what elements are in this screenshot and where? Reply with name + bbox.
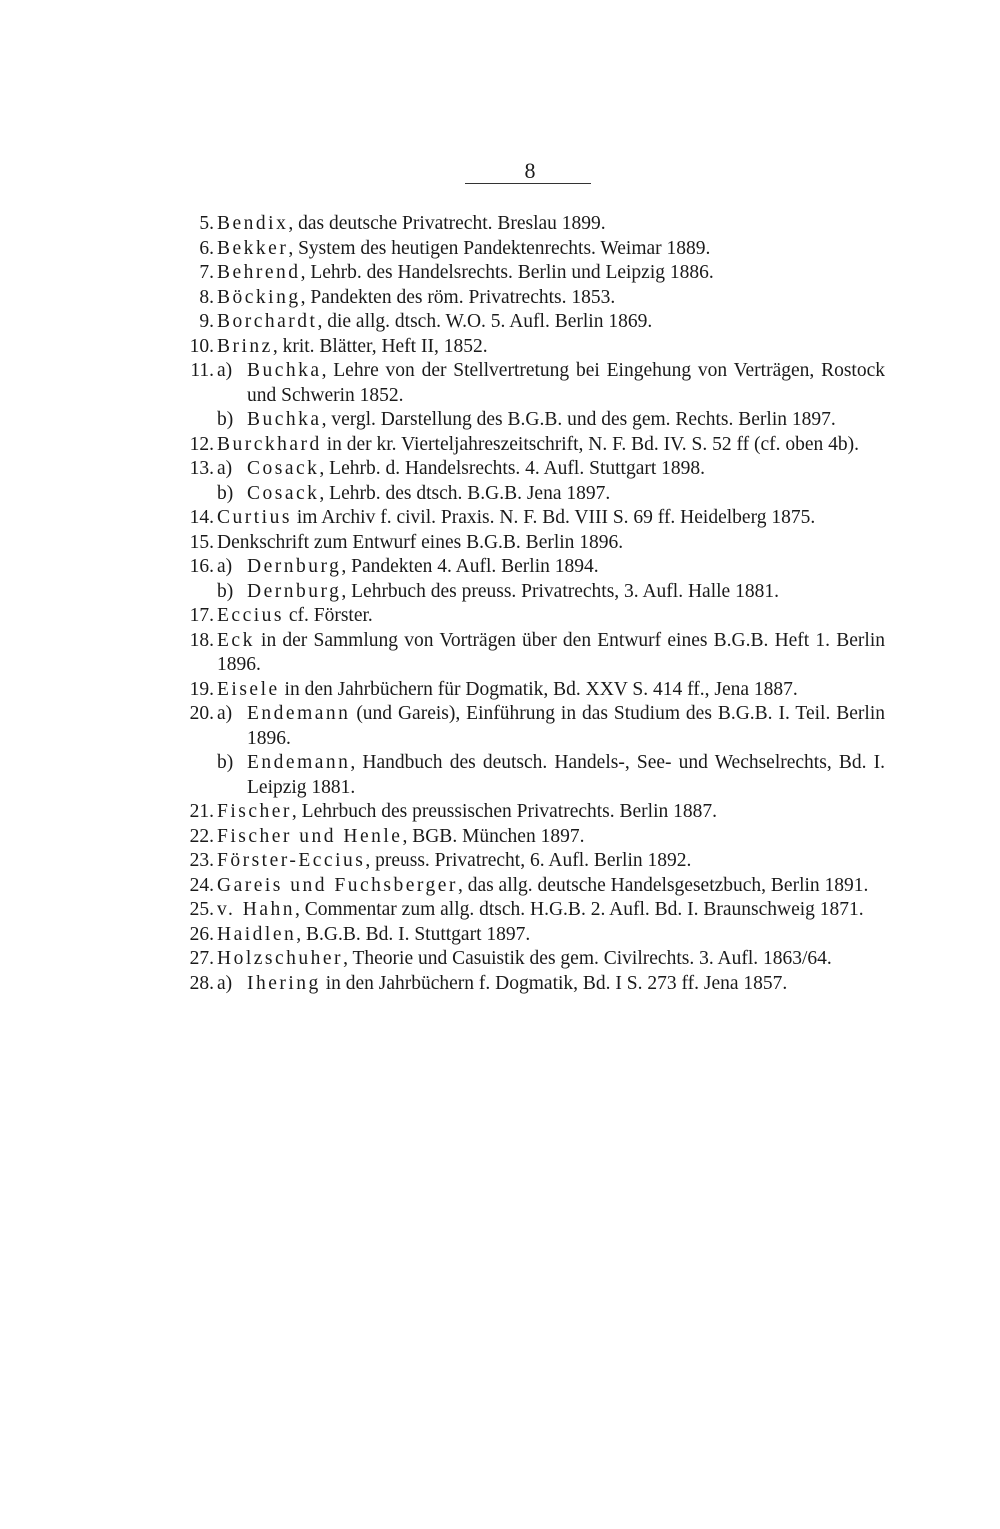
citation-text: in den Jahrbüchern für Dogmatik, Bd. XXV S. 414 ff., Jena 1887. (279, 678, 798, 700)
sub-entry-body (247, 751, 885, 800)
author-name: v. Hahn (217, 899, 295, 920)
sub-entry (217, 457, 885, 482)
entry-body (217, 874, 885, 899)
author-name: Haidlen (217, 923, 297, 945)
author-name: Dernburg (247, 556, 342, 577)
entry-body (217, 555, 885, 604)
bibliography-entry (160, 531, 885, 556)
entry-number: 15. (189, 531, 214, 553)
entry-number: 28. (189, 972, 214, 994)
entry-number: 6. (199, 237, 214, 259)
entry-number: 13. (189, 458, 214, 479)
entry-number: 24. (189, 874, 214, 896)
citation-text: , die allg. dtsch. W.O. 5. Aufl. Berlin 1869. (317, 311, 653, 332)
citation-text: , Theorie und Casuistik des gem. Civilrechts. 3. Aufl. 1863/64. (343, 948, 832, 969)
entry-number: 20. (189, 703, 214, 724)
author-name: Cosack (247, 482, 320, 504)
sub-entry-label: a) (217, 360, 233, 381)
entry-number: 25. (189, 899, 214, 920)
sub-entry-body (247, 359, 885, 408)
entry-body (217, 849, 885, 874)
citation-text: , Lehrbuch des preussischen Privatrechts. Berlin 1887. (291, 801, 718, 822)
author-name: Endemann (247, 703, 351, 724)
bibliography-entry (160, 286, 885, 311)
entry-body (217, 947, 885, 972)
bibliography-entry (160, 237, 885, 262)
citation-text: , Lehrb. d. Handelsrechts. 4. Aufl. Stuttgart 1898. (319, 458, 706, 479)
citation-text: , Pandekten 4. Aufl. Berlin 1894. (341, 556, 599, 577)
sub-entry (217, 408, 885, 433)
entry-body (217, 629, 885, 678)
author-name: Eisele (217, 678, 280, 700)
bibliography-entry (160, 310, 885, 335)
entry-body (217, 359, 885, 433)
sub-entry-body (247, 408, 885, 433)
citation-text: in der Sammlung von Vorträgen über den Entwurf eines B.G.B. Heft 1. Berlin 1896. (217, 629, 885, 675)
citation-text: , Lehrb. des Handelsrechts. Berlin und Leipzig 1886. (300, 262, 714, 283)
author-name: Buchka (247, 360, 322, 381)
author-name: Ihering (247, 972, 321, 994)
author-name: Fischer und Henle (217, 825, 403, 847)
bibliography-entry (160, 335, 885, 360)
citation-text: Denkschrift zum Entwurf eines B.G.B. Berlin 1896. (217, 531, 624, 553)
sub-entry (217, 751, 885, 800)
author-name: Gareis und Fuchsberger (217, 874, 458, 896)
author-name: Fischer (217, 801, 292, 822)
entry-number: 5. (199, 213, 214, 234)
sub-entry-label: b) (217, 482, 234, 504)
author-name: Behrend (217, 262, 301, 283)
citation-text: , vergl. Darstellung des B.G.B. und des gem. Rechts. Berlin 1897. (321, 409, 836, 430)
citation-text: , das allg. deutsche Handelsgesetzbuch, Berlin 1891. (457, 874, 869, 896)
sub-entry-label: a) (217, 458, 233, 479)
entry-body (217, 261, 885, 286)
entry-number: 27. (189, 948, 214, 969)
entry-body (217, 433, 885, 458)
citation-text: , System des heutigen Pandektenrechts. Weimar 1889. (288, 237, 711, 259)
author-name: Bekker (217, 237, 289, 259)
entry-body (217, 923, 885, 948)
entry-number: 23. (189, 850, 214, 871)
entry-body (217, 286, 885, 311)
sub-entry-body (247, 457, 885, 482)
sub-entry-label: b) (217, 409, 234, 430)
sub-entry-label: a) (217, 703, 233, 724)
entry-body (217, 800, 885, 825)
citation-text: cf. Förster. (283, 605, 373, 626)
bibliography-entry (160, 359, 885, 433)
entry-number: 11. (190, 360, 214, 381)
entry-body (217, 237, 885, 262)
citation-text: in der kr. Vierteljahreszeitschrift, N. F. Bd. IV. S. 52 ff (cf. oben 4b). (321, 433, 860, 455)
bibliography-entry (160, 433, 885, 458)
author-name: Eck (217, 629, 255, 651)
author-name: Burckhard (217, 433, 322, 455)
sub-entry (217, 972, 885, 997)
page-number: 8 (524, 158, 536, 183)
entry-number: 16. (189, 556, 214, 577)
entry-body (217, 531, 885, 556)
entry-number: 12. (189, 433, 214, 455)
bibliography-entry (160, 702, 885, 800)
sub-entry-body (247, 972, 885, 997)
bibliography-entry (160, 825, 885, 850)
entry-body (217, 335, 885, 360)
entry-body (217, 678, 885, 703)
citation-text: , BGB. München 1897. (402, 825, 585, 847)
citation-text: , das deutsche Privatrecht. Breslau 1899. (288, 213, 606, 234)
entry-number: 26. (189, 923, 214, 945)
header-rule (465, 183, 591, 184)
author-name: Dernburg (247, 580, 342, 602)
sub-entry-body (247, 555, 885, 580)
sub-entry-body (247, 482, 885, 507)
author-name: Holzschuher (217, 948, 344, 969)
author-name: Förster-Eccius (217, 850, 366, 871)
citation-text: , Commentar zum allg. dtsch. H.G.B. 2. Aufl. Bd. I. Braunschweig 1871. (294, 899, 864, 920)
bibliography-entry (160, 212, 885, 237)
entry-number: 18. (189, 629, 214, 651)
bibliography-entry (160, 604, 885, 629)
bibliography-list (160, 212, 885, 996)
author-name: Endemann (247, 752, 351, 773)
citation-text: , Pandekten des röm. Privatrechts. 1853. (300, 286, 616, 308)
bibliography-entry (160, 629, 885, 678)
citation-text: in den Jahrbüchern f. Dogmatik, Bd. I S. 273 ff. Jena 1857. (320, 972, 788, 994)
entry-number: 22. (189, 825, 214, 847)
citation-text: , B.G.B. Bd. I. Stuttgart 1897. (296, 923, 531, 945)
entry-number: 10. (189, 335, 214, 357)
bibliography-entry (160, 849, 885, 874)
entry-body (217, 310, 885, 335)
entry-number: 9. (199, 311, 214, 332)
author-name: Buchka (247, 409, 322, 430)
bibliography-entry (160, 898, 885, 923)
sub-entry (217, 482, 885, 507)
entry-body (217, 898, 885, 923)
entry-body (217, 604, 885, 629)
author-name: Cosack (247, 458, 320, 479)
bibliography-entry (160, 947, 885, 972)
citation-text: , Lehrb. des dtsch. B.G.B. Jena 1897. (319, 482, 611, 504)
author-name: Brinz (217, 335, 273, 357)
entry-number: 14. (189, 507, 214, 528)
citation-text: , Lehre von der Stellvertretung bei Eingehung von Verträgen, Rostock und Schwerin 1852. (247, 360, 885, 406)
bibliography-entry (160, 923, 885, 948)
entry-body (217, 825, 885, 850)
citation-text: , krit. Blätter, Heft II, 1852. (272, 335, 488, 357)
entry-number: 8. (199, 286, 214, 308)
entry-body (217, 702, 885, 800)
sub-entry-label: a) (217, 556, 233, 577)
sub-entry-body (247, 702, 885, 751)
sub-entry-label: b) (217, 580, 234, 602)
sub-entry (217, 359, 885, 408)
entry-number: 17. (189, 605, 214, 626)
bibliography-entry (160, 506, 885, 531)
sub-entry (217, 555, 885, 580)
author-name: Curtius (217, 507, 292, 528)
bibliography-entry (160, 555, 885, 604)
entry-body (217, 972, 885, 997)
sub-entry-label: a) (217, 972, 233, 994)
bibliography-entry (160, 261, 885, 286)
bibliography-entry (160, 874, 885, 899)
author-name: Bendix (217, 213, 289, 234)
bibliography-entry (160, 457, 885, 506)
citation-text: , Handbuch des deutsch. Handels-, See- und Wechselrechts, Bd. I. Leipzig 1881. (247, 752, 885, 798)
sub-entry (217, 702, 885, 751)
author-name: Böcking (217, 286, 301, 308)
author-name: Borchardt (217, 311, 318, 332)
citation-text: im Archiv f. civil. Praxis. N. F. Bd. VIII S. 69 ff. Heidelberg 1875. (291, 507, 816, 528)
entry-body (217, 506, 885, 531)
sub-entry (217, 580, 885, 605)
author-name: Eccius (217, 605, 284, 626)
sub-entry-body (247, 580, 885, 605)
citation-text: , preuss. Privatrecht, 6. Aufl. Berlin 1892. (365, 850, 692, 871)
citation-text: (und Gareis), Einführung in das Studium des B.G.B. I. Teil. Berlin 1896. (247, 703, 885, 749)
entry-number: 7. (199, 262, 214, 283)
entry-number: 21. (189, 801, 214, 822)
entry-body (217, 212, 885, 237)
bibliography-entry (160, 972, 885, 997)
bibliography-entry (160, 678, 885, 703)
sub-entry-label: b) (217, 752, 234, 773)
citation-text: , Lehrbuch des preuss. Privatrechts, 3. Aufl. Halle 1881. (341, 580, 779, 602)
entry-number: 19. (189, 678, 214, 700)
bibliography-entry (160, 800, 885, 825)
entry-body (217, 457, 885, 506)
